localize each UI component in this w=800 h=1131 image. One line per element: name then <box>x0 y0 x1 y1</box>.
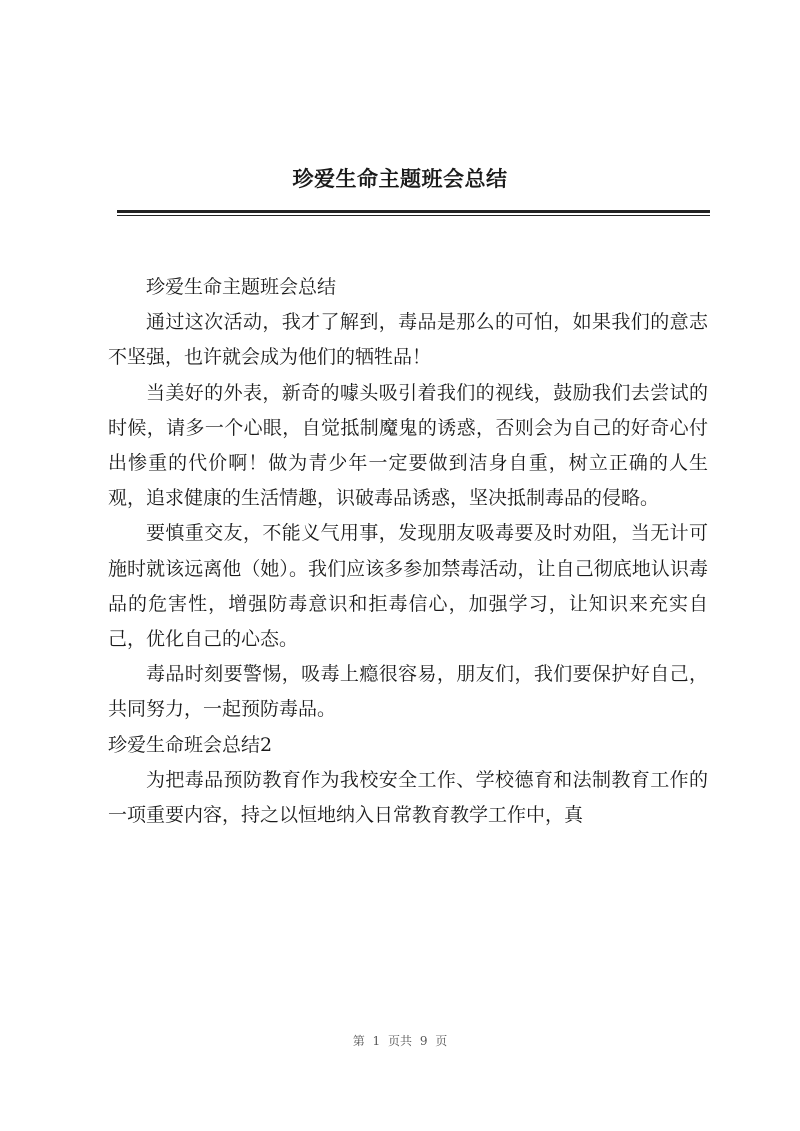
title-rule <box>117 210 710 213</box>
document-body <box>108 270 708 833</box>
paragraph: 珍爱生命主题班会总结 <box>146 276 337 298</box>
paragraph: 通过这次活动，我才了解到，毒品是那么的可怕，如果我们的意志不坚强，也许就会成为他们的牺牲品！ <box>108 311 708 369</box>
paragraph: 毒品时刻要警惕，吸毒上瘾很容易，朋友们，我们要保护好自己，共同努力，一起预防毒品。 <box>108 663 708 721</box>
document-title: 珍爱生命主题班会总结 <box>292 167 508 191</box>
paragraph: 要慎重交友，不能义气用事，发现朋友吸毒要及时劝阻，当无计可施时就该远离他（她）。我们应该多参加禁毒活动，让自己彻底地认识毒品的危害性，增强防毒意识和拒毒信心，加强学习，让知识来充实自己，优化自己的心态。 <box>108 522 708 651</box>
paragraph: 为把毒品预防教育作为我校安全工作、学校德育和法制教育工作的一项重要内容，持之以恒地纳入日常教育教学工作中，真 <box>108 768 708 827</box>
section-heading: 珍爱生命班会总结2 <box>108 733 273 756</box>
paragraph: 当美好的外表，新奇的噱头吸引着我们的视线，鼓励我们去尝试的时候，请多一个心眼，自觉抵制魔鬼的诱惑，否则会为自己的好奇心付出惨重的代价啊！做为青少年一定要做到洁身自重，树立正确的人生观，追求健康的生活情趣，识破毒品诱惑，坚决抵制毒品的侵略。 <box>108 381 708 510</box>
page-number-footer: 第 1 页共 9 页 <box>352 1034 448 1048</box>
title-rule-thin <box>117 215 710 216</box>
